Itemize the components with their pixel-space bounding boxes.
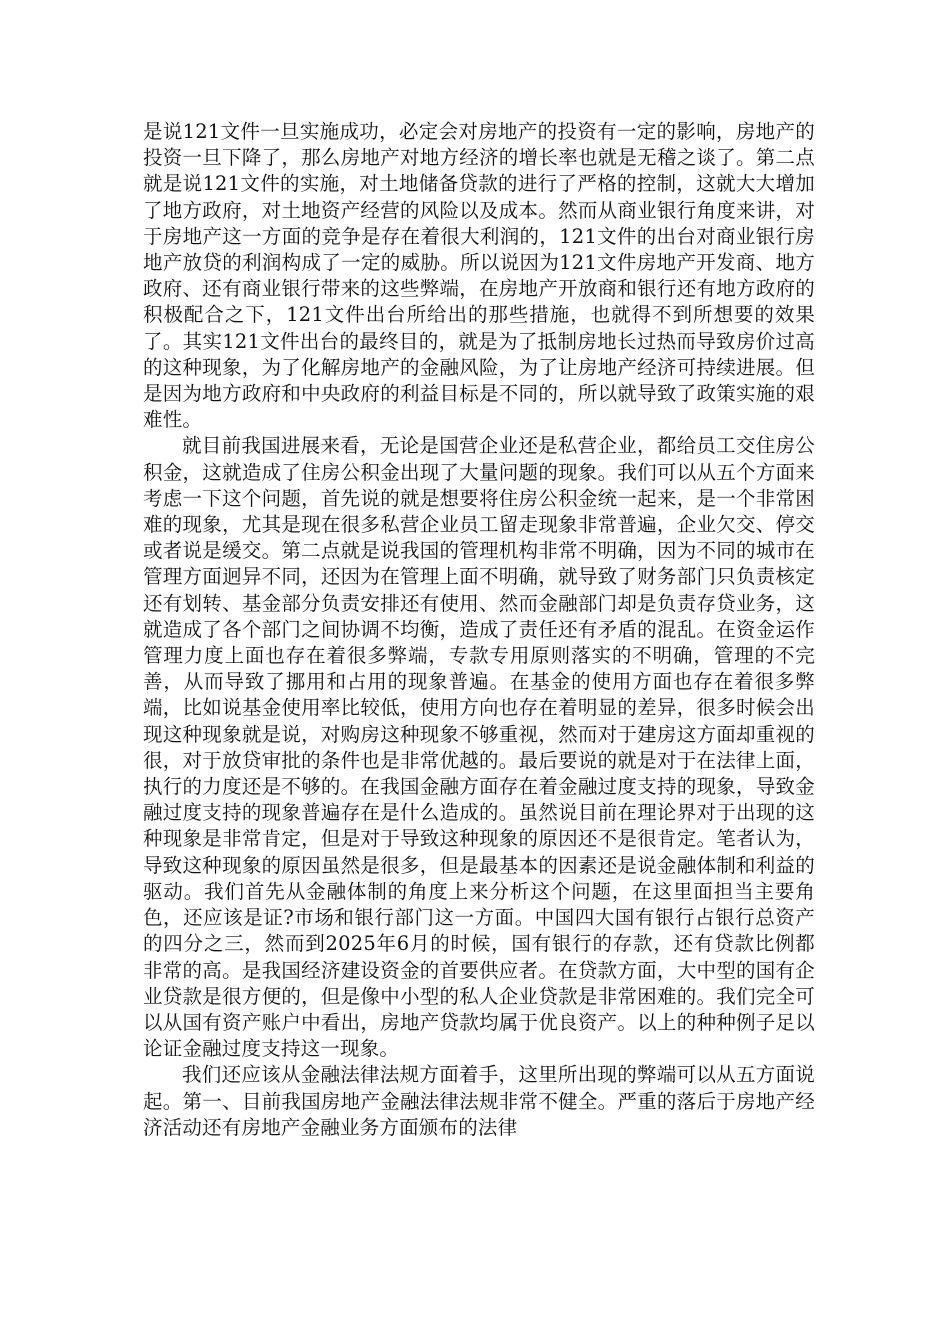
paragraph-housing-fund: 就目前我国进展来看，无论是国营企业还是私营企业，都给员工交住房公积金，这就造成了住房公积金出现了大量问题的现象。我们可以从五个方面来考虑一下这个问题，首先说的就是想要将住房公积金统一起来，是一个非常困难的现象，尤其是现在很多私营企业员工留走现象非常普遍，企业欠交、停交或者说是缓交。第二点就是说我国的管理机构非常不明确，因为不同的城市在管理方面迥异不同，还因为在管理上面不明确，就导致了财务部门只负责核定还有划转、基金部分负责安排还有使用、然而金融部门却是负责存贷业务，这就造成了各个部门之间协调不均衡，造成了责任还有矛盾的混乱。在资金运作管理力度上面也存在着很多弊端，专款专用原则落实的不明确，管理的不完善，从而导致了挪用和占用的现象普遍。在基金的使用方面也存在着很多弊端，比如说基金使用率比较低，使用方向也存在着明显的差异，很多时候会出现这种现象就是说，对购房这种现象不够重视，然而对于建房这方面却重视的很，对于放贷审批的条件也是非常优越的。最后要说的就是对于在法律上面，执行的力度还是不够的。在我国金融方面存在着金融过度支持的现象，导致金融过度支持的现象普遍存在是什么造成的。虽然说目前在理论界对于出现的这种现象是非常肯定，但是对于导致这种现象的原因还不是很肯定。笔者认为，导致这种现象的原因虽然是很多，但是最基本的因素还是说金融体制和利益的驱动。我们首先从金融体制的角度上来分析这个问题，在这里面担当主要角色，还应该是证?市场和银行部门这一方面。中国四大国有银行占银行总资产的四分之三，然而到2025年6月的时候，国有银行的存款，还有贷款比例都非常的高。是我国经济建设资金的首要供应者。在贷款方面，大中型的国有企业贷款是很方便的，但是像中小型的私人企业贷款是非常困难的。我们完全可以从国有资产账户中看出，房地产贷款均属于优良资产。以上的种种例子足以论证金融过度支持这一现象。 — [143, 434, 815, 1061]
document-body — [143, 119, 815, 1141]
paragraph-continued: 是说121文件一旦实施成功，必定会对房地产的投资有一定的影响，房地产的投资一旦下降了，那么房地产对地方经济的增长率也就是无稽之谈了。第二点就是说121文件的实施，对土地储备贷款的进行了严格的控制，这就大大增加了地方政府，对土地资产经营的风险以及成本。然而从商业银行角度来讲，对于房地产这一方面的竞争是存在着很大利润的，121文件的出台对商业银行房地产放贷的利润构成了一定的威胁。所以说因为121文件房地产开发商、地方政府、还有商业银行带来的这些弊端，在房地产开放商和银行还有地方政府的积极配合之下，121文件出台所给出的那些措施，也就得不到所想要的效果了。其实121文件出台的最终目的，就是为了抵制房地长过热而导致房价过高的这种现象，为了化解房地产的金融风险，为了让房地产经济可持续进展。但是因为地方政府和中央政府的利益目标是不同的，所以就导致了政策实施的艰难性。 — [143, 120, 815, 432]
paragraph-financial-law: 我们还应该从金融法律法规方面着手，这里所出现的弊端可以从五方面说起。第一、目前我国房地产金融法律法规非常不健全。严重的落后于房地产经济活动还有房地产金融业务方面颁布的法律 — [143, 1063, 815, 1139]
